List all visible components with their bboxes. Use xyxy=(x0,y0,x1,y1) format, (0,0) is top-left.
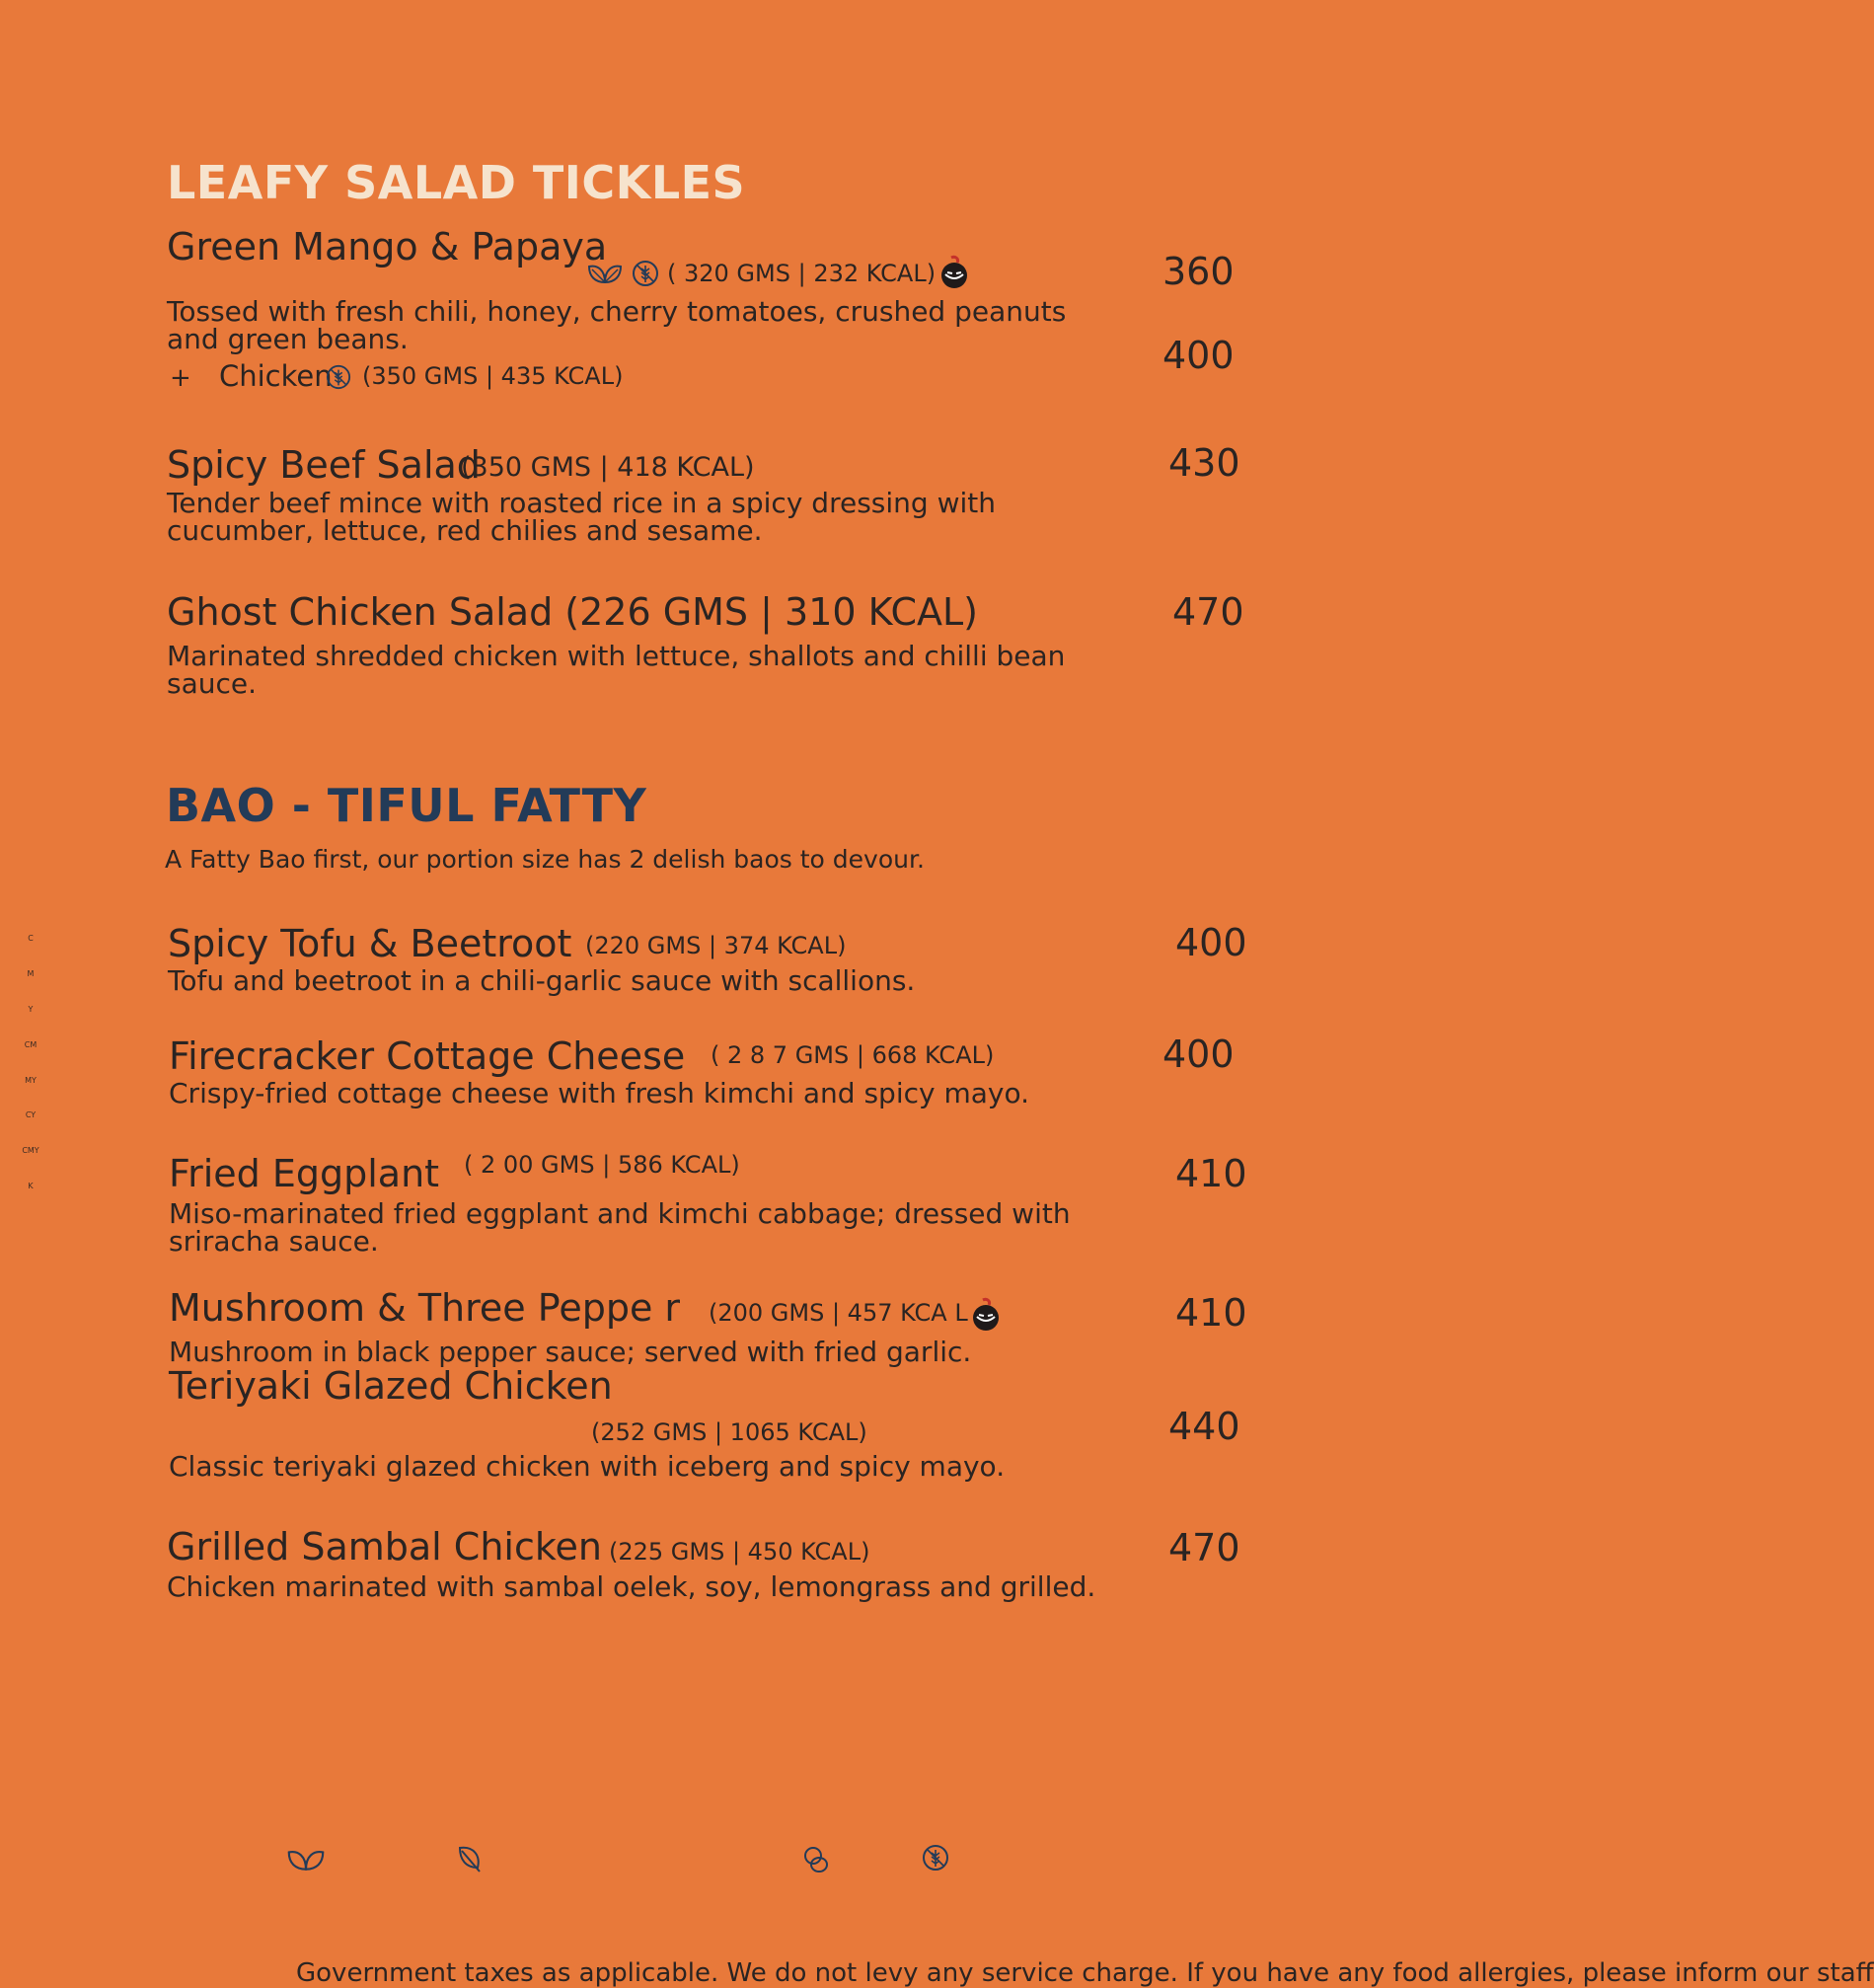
item-name: Teriyaki Glazed Chicken xyxy=(169,1364,613,1408)
reg-mark: CMY xyxy=(22,1146,39,1155)
vegan-leaf-icon xyxy=(285,1846,327,1873)
item-meta: ( 320 GMS | 232 KCAL) xyxy=(667,260,937,287)
spicy-bomb-icon xyxy=(971,1297,1001,1333)
spicy-bomb-icon xyxy=(939,255,969,290)
footer-note: Government taxes as applicable. We do not levy any service charge. If you have any food allergies, please inform our staff xyxy=(296,1958,1874,1988)
item-meta: ( 2 8 7 GMS | 668 KCAL) xyxy=(711,1041,995,1069)
item-name: Fried Eggplant xyxy=(169,1152,440,1195)
item-description: Miso-marinated fried eggplant and kimchi cabbage; dressed with sriracha sauce. xyxy=(169,1197,1071,1258)
item-price: 400 xyxy=(1162,1032,1235,1076)
item-price: 430 xyxy=(1168,441,1240,485)
reg-mark: MY xyxy=(25,1076,37,1085)
item-meta: (200 GMS | 457 KCA L xyxy=(709,1299,968,1327)
item-price: 470 xyxy=(1172,590,1244,634)
section-title-bao: BAO - TIFUL FATTY xyxy=(166,779,647,832)
addon-name: Chicken xyxy=(219,359,333,393)
addon-price: 400 xyxy=(1162,334,1235,377)
addon-meta: (350 GMS | 435 KCAL) xyxy=(362,362,624,390)
gluten-free-icon xyxy=(326,364,351,390)
vegan-leaf-icon xyxy=(586,261,624,286)
gluten-free-icon xyxy=(632,260,659,287)
item-name: Spicy Tofu & Beetroot xyxy=(168,922,572,965)
item-name: Spicy Beef Salad xyxy=(167,443,481,487)
item-price: 440 xyxy=(1168,1405,1240,1448)
reg-mark: Y xyxy=(28,1005,34,1014)
item-price: 360 xyxy=(1162,250,1235,293)
item-meta: ( 2 00 GMS | 586 KCAL) xyxy=(464,1151,740,1179)
item-meta: (220 GMS | 374 KCAL) xyxy=(585,932,847,959)
leaf-icon xyxy=(456,1844,484,1873)
item-price: 470 xyxy=(1168,1526,1240,1569)
item-meta: (350 GMS | 418 KCAL) xyxy=(461,452,755,483)
item-description: Tender beef mince with roasted rice in a spicy dressing with cucumber, lettuce, red chilies and sesame. xyxy=(167,487,996,547)
item-description: Crispy-fried cottage cheese with fresh kimchi and spicy mayo. xyxy=(169,1077,1030,1109)
item-description: Classic teriyaki glazed chicken with iceberg and spicy mayo. xyxy=(169,1450,1006,1483)
item-meta: (225 GMS | 450 KCAL) xyxy=(609,1538,870,1566)
item-name: Ghost Chicken Salad (226 GMS | 310 KCAL) xyxy=(167,590,978,634)
item-description: Tossed with fresh chili, honey, cherry tomatoes, crushed peanuts and green beans. xyxy=(167,295,1067,355)
item-description: Marinated shredded chicken with lettuce, shallots and chilli bean sauce. xyxy=(167,640,1066,700)
item-meta: (252 GMS | 1065 KCAL) xyxy=(591,1418,867,1446)
section-title-leafy: LEAFY SALAD TICKLES xyxy=(167,156,746,209)
reg-mark: M xyxy=(27,969,35,978)
nut-icon xyxy=(801,1844,831,1875)
reg-mark: C xyxy=(28,934,34,943)
item-description: Tofu and beetroot in a chili-garlic sauce with scallions. xyxy=(168,964,916,997)
item-name: Firecracker Cottage Cheese xyxy=(169,1034,686,1078)
item-price: 410 xyxy=(1175,1152,1247,1195)
item-price: 410 xyxy=(1175,1291,1247,1335)
item-description: Chicken marinated with sambal oelek, soy, lemongrass and grilled. xyxy=(167,1570,1096,1603)
reg-mark: CY xyxy=(25,1110,37,1119)
item-price: 400 xyxy=(1175,921,1247,964)
section-intro: A Fatty Bao first, our portion size has 2 delish baos to devour. xyxy=(165,845,925,874)
item-description: Mushroom in black pepper sauce; served with fried garlic. xyxy=(169,1336,972,1368)
item-name: Green Mango & Papaya xyxy=(167,225,608,268)
reg-mark: K xyxy=(28,1182,34,1190)
gluten-free-icon xyxy=(922,1844,949,1872)
addon-plus: + xyxy=(170,363,191,393)
item-name: Grilled Sambal Chicken xyxy=(167,1525,602,1568)
reg-mark: CM xyxy=(24,1040,37,1049)
item-name: Mushroom & Three Peppe r xyxy=(169,1286,681,1330)
